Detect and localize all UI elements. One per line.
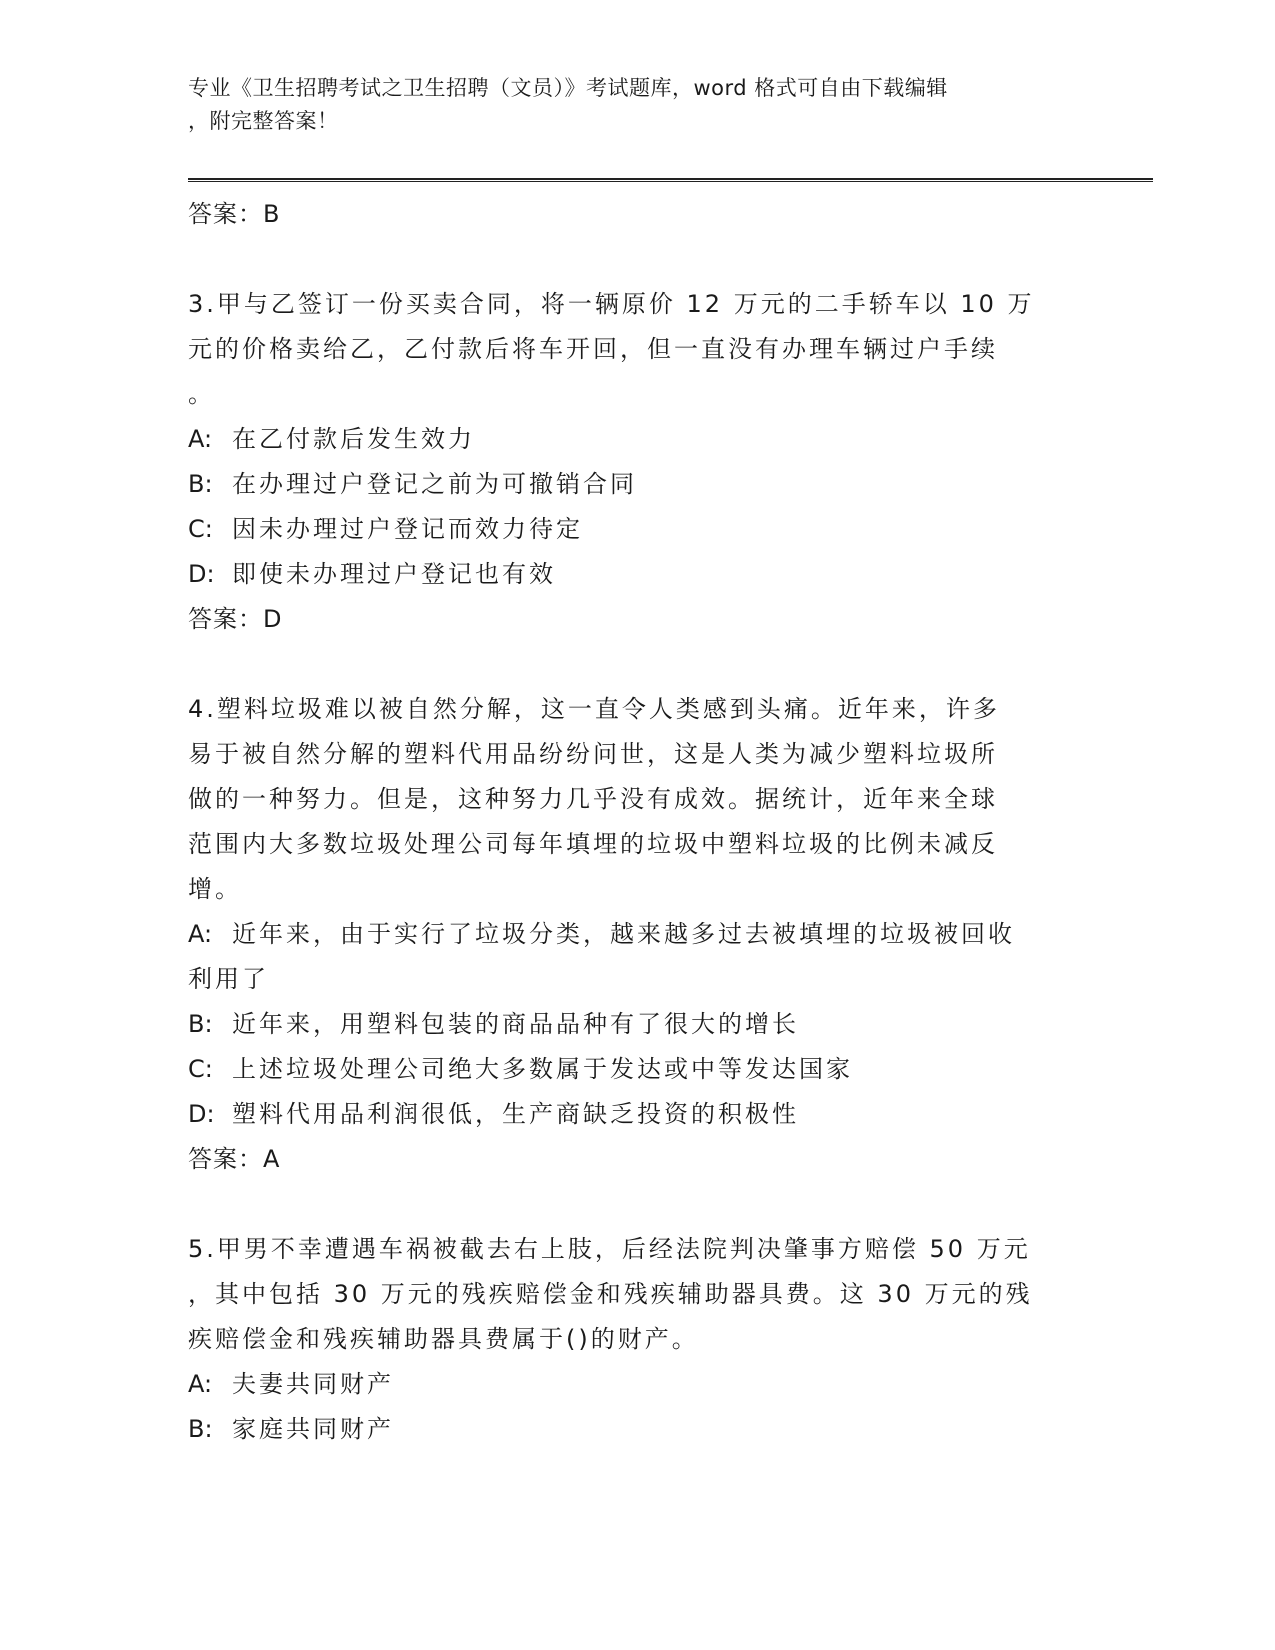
answer-line: 答案：D: [188, 605, 283, 633]
question-content: [188, 192, 1048, 1452]
question-block: [188, 282, 1048, 642]
question-text-line: 疾赔偿金和残疾辅助器具费属于()的财产。: [188, 1325, 699, 1353]
question-block: [188, 687, 1048, 1182]
option-a: A: 在乙付款后发生效力: [188, 425, 475, 453]
spacer: [188, 237, 1048, 282]
question-text-line: 3.甲与乙签订一份买卖合同，将一辆原价 12 万元的二手轿车以 10 万: [188, 290, 1035, 318]
option-d: D: 塑料代用品利润很低，生产商缺乏投资的积极性: [188, 1100, 799, 1128]
option-b: B: 家庭共同财产: [188, 1415, 394, 1443]
document-header: [188, 72, 1068, 138]
option-c: C: 上述垃圾处理公司绝大多数属于发达或中等发达国家: [188, 1055, 853, 1083]
header-line-1: 专业《卫生招聘考试之卫生招聘（文员）》考试题库，word 格式可自由下载编辑: [188, 76, 948, 100]
previous-answer: 答案：B: [188, 200, 281, 228]
option-a: A: 夫妻共同财产: [188, 1370, 394, 1398]
question-text-line: 。: [188, 380, 215, 408]
option-c: C: 因未办理过户登记而效力待定: [188, 515, 583, 543]
question-text-line: ，其中包括 30 万元的残疾赔偿金和残疾辅助器具费。这 30 万元的残: [188, 1280, 1033, 1308]
question-text-line: 易于被自然分解的塑料代用品纷纷问世，这是人类为减少塑料垃圾所: [188, 740, 998, 768]
option-a-continuation: 利用了: [188, 965, 269, 993]
question-text-line: 增。: [188, 875, 242, 903]
option-a: A: 近年来，由于实行了垃圾分类，越来越多过去被填埋的垃圾被回收: [188, 920, 1015, 948]
answer-line: 答案：A: [188, 1145, 281, 1173]
question-text-line: 元的价格卖给乙，乙付款后将车开回，但一直没有办理车辆过户手续: [188, 335, 998, 363]
header-line-2: ，附完整答案！: [188, 109, 339, 133]
question-text-line: 5.甲男不幸遭遇车祸被截去右上肢，后经法院判决肇事方赔偿 50 万元: [188, 1235, 1031, 1263]
header-divider: [188, 178, 1153, 182]
question-text-line: 做的一种努力。但是，这种努力几乎没有成效。据统计，近年来全球: [188, 785, 998, 813]
option-b: B: 在办理过户登记之前为可撤销合同: [188, 470, 637, 498]
spacer: [188, 1182, 1048, 1227]
option-d: D: 即使未办理过户登记也有效: [188, 560, 556, 588]
question-text-line: 范围内大多数垃圾处理公司每年填埋的垃圾中塑料垃圾的比例未减反: [188, 830, 998, 858]
question-block: [188, 1227, 1048, 1452]
option-b: B: 近年来，用塑料包装的商品品种有了很大的增长: [188, 1010, 799, 1038]
question-text-line: 4.塑料垃圾难以被自然分解，这一直令人类感到头痛。近年来，许多: [188, 695, 1000, 723]
spacer: [188, 642, 1048, 687]
